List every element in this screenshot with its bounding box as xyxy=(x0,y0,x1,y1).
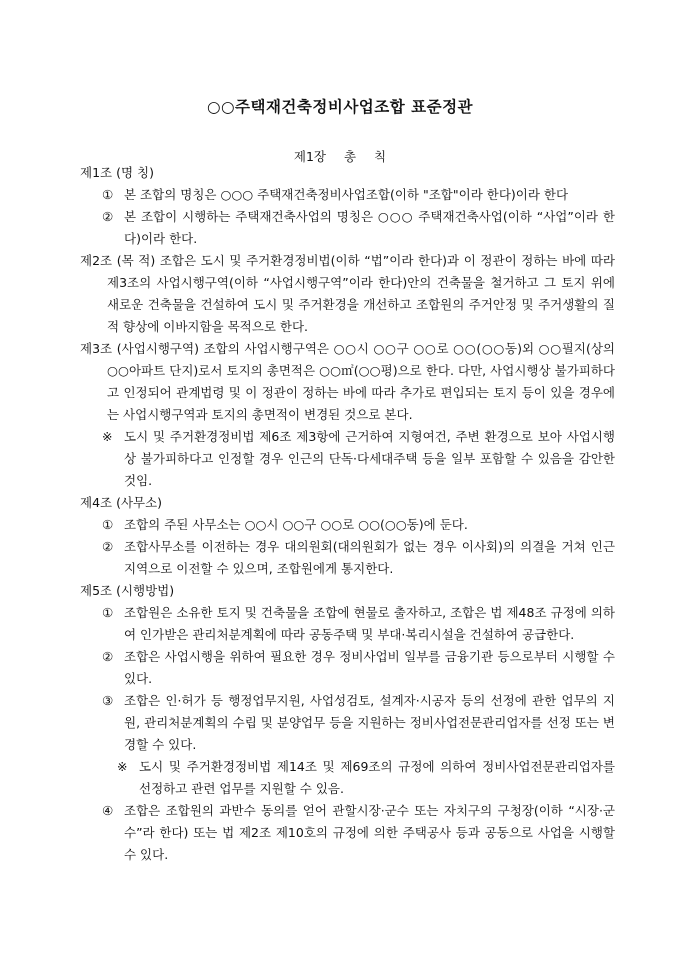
clause-number: ② xyxy=(102,649,114,664)
note-mark: ※ xyxy=(117,759,128,774)
article-4-heading: 제4조 (사무소) xyxy=(80,495,163,510)
article-3-note xyxy=(80,426,615,492)
article-1 xyxy=(80,162,615,250)
article-3-text: 제3조 (사업시행구역) 조합의 사업시행구역은 ○○시 ○○구 ○○로 ○○(○○동)외 ○○필지(상의 ○○아파트 단지)로서 토지의 총면적은 ○○㎡(○○평)으로 한다. 다만, 사업시행상 불가피하다고 인정되어 관계법령 및 이 정관이 정하는 바에 따라 추가로 편입되는 토지 등이 있을 경우에는 사업시행구역과 토지의 총면적이 변경된 것으로 본다. xyxy=(80,341,615,422)
clause-text: 조합의 주된 사무소는 ○○시 ○○구 ○○로 ○○(○○동)에 둔다. xyxy=(124,517,468,532)
article-3 xyxy=(80,338,615,492)
clause-number: ① xyxy=(102,187,114,202)
clause-text: 조합원은 소유한 토지 및 건축물을 조합에 현물로 출자하고, 조합은 법 제48조 규정에 의하여 인가받은 관리처분계획에 따라 공동주택 및 부대·복리시설을 건설하여 공급한다. xyxy=(124,605,615,642)
note-text: 도시 및 주거환경정비법 제6조 제3항에 근거하여 지형여건, 주변 환경으로 보아 사업시행상 불가피하다고 인정할 경우 인근의 단독·다세대주택 등을 일부 포함할 수 있음을 감안한 것임. xyxy=(124,429,615,488)
note-mark: ※ xyxy=(102,429,113,444)
clause-number: ③ xyxy=(102,693,114,708)
article-5 xyxy=(80,580,615,866)
clause-number: ① xyxy=(102,517,114,532)
article-4-clause-1 xyxy=(80,514,615,536)
article-5-heading: 제5조 (시행방법) xyxy=(80,583,175,598)
clause-text: 조합은 인·허가 등 행정업무지원, 사업성검토, 설계자·시공자 등의 선정에 관한 업무의 지원, 관리처분계획의 수립 및 분양업무 등을 지원하는 정비사업전문관리업자를 선정 또는 변경할 수 있다. xyxy=(124,693,615,752)
article-4 xyxy=(80,492,615,580)
clause-text: 조합은 사업시행을 위하여 필요한 경우 정비사업비 일부를 금융기관 등으로부터 시행할 수 있다. xyxy=(124,649,615,686)
article-5-note xyxy=(80,756,615,800)
article-1-clause-1 xyxy=(80,184,615,206)
chapter-heading: 제1장 총 칙 xyxy=(293,149,387,164)
clause-text: 본 조합의 명칭은 ○○○ 주택재건축정비사업조합(이하 "조합"이라 한다)이라 한다 xyxy=(124,187,569,202)
clause-number: ② xyxy=(102,539,114,554)
article-1-heading: 제1조 (명 칭) xyxy=(80,165,154,180)
article-2: 제2조 (목 적) 조합은 도시 및 주거환경정비법(이하 “법”이라 한다)과 이 정관이 정하는 바에 따라 제3조의 사업시행구역(이하 “사업시행구역”이라 한다)안의 건축물을 철거하고 그 토지 위에 새로운 건축물을 건설하여 도시 및 주거환경을 개선하고 조합원의 주거안정 및 주거생활의 질적 향상에 이바지함을 목적으로 한다. xyxy=(80,253,615,334)
article-5-clause-2 xyxy=(80,646,615,690)
article-4-clause-2 xyxy=(80,536,615,580)
clause-number: ④ xyxy=(102,803,114,818)
clause-text: 조합은 조합원의 과반수 동의를 얻어 관할시장·군수 또는 자치구의 구청장(이하 “시장·군수”라 한다) 또는 법 제2조 제10호의 규정에 의한 주택공사 등과 공동으로 사업을 시행할 수 있다. xyxy=(124,803,615,862)
note-text: 도시 및 주거환경정비법 제14조 및 제69조의 규정에 의하여 정비사업전문관리업자를 선정하고 관련 업무를 지원할 수 있음. xyxy=(139,759,615,796)
article-5-clause-1 xyxy=(80,602,615,646)
clause-number: ① xyxy=(102,605,114,620)
clause-text: 본 조합이 시행하는 주택재건축사업의 명칭은 ○○○ 주택재건축사업(이하 “사업”이라 한다)이라 한다. xyxy=(124,209,615,246)
clause-number: ② xyxy=(102,209,114,224)
document-body xyxy=(80,162,615,866)
article-5-clause-4 xyxy=(80,800,615,866)
document-title: ○○주택재건축정비사업조합 표준정관 xyxy=(206,98,474,116)
article-5-clause-3 xyxy=(80,690,615,756)
clause-text: 조합사무소를 이전하는 경우 대의원회(대의원회가 없는 경우 이사회)의 의결을 거쳐 인근지역으로 이전할 수 있으며, 조합원에게 통지한다. xyxy=(124,539,615,576)
article-1-clause-2 xyxy=(80,206,615,250)
